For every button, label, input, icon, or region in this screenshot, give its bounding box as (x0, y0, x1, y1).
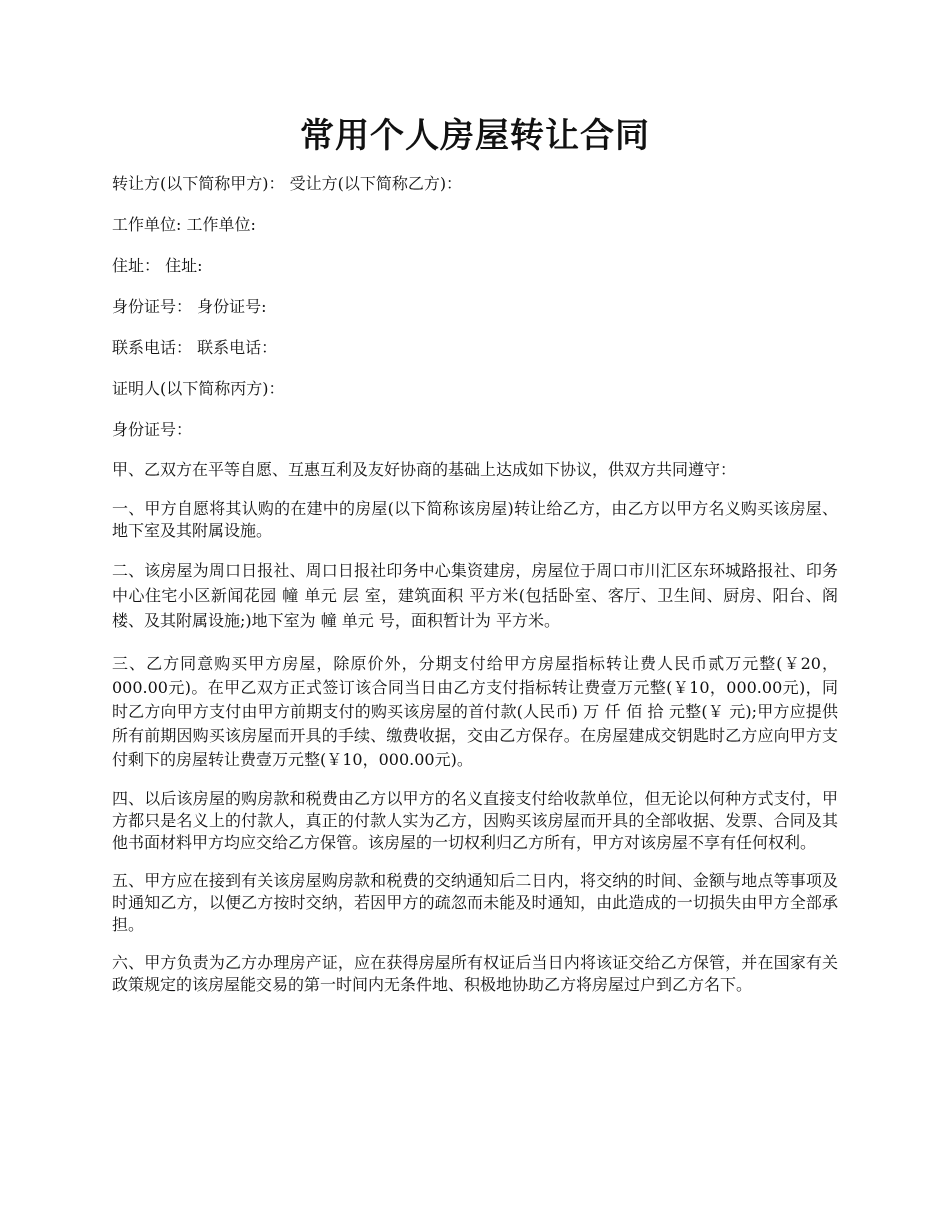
field-witness: 证明人(以下简称丙方)： (112, 379, 285, 398)
clause-2: 二、该房屋为周口日报社、周口日报社印务中心集资建房，房屋位于周口市川汇区东环城路报社、印务中心住宅小区新闻花园 幢 单元 层 室，建筑面积 平方米(包括卧室、客厅、卫生间、厨房、阳台、阁楼、及其附属设施;)地下室为 幢 单元 号，面积暂计为 平方米。 (112, 561, 838, 630)
clause-4: 四、以后该房屋的购房款和税费由乙方以甲方的名义直接支付给收款单位，但无论以何种方式支付，甲方都只是名义上的付款人，真正的付款人实为乙方，因购买该房屋而开具的全部收据、发票、合同及其他书面材料甲方均应交给乙方保管。该房屋的一切权利归乙方所有，甲方对该房屋不享有任何权利。 (112, 789, 838, 852)
clause-5: 五、甲方应在接到有关该房屋购房款和税费的交纳通知后二日内，将交纳的时间、金额与地点等事项及时通知乙方，以便乙方按时交纳，若因甲方的疏忽而未能及时通知，由此造成的一切损失由甲方全部承担。 (112, 871, 838, 934)
field-work-unit: 工作单位: 工作单位: (112, 215, 256, 234)
clause-3: 三、乙方同意购买甲方房屋，除原价外，分期支付给甲方房屋指标转让费人民币贰万元整(￥20，000.00元)。在甲乙双方正式签订该合同当日由乙方支付指标转让费壹万元整(￥10，000.00元)，同时乙方向甲方支付由甲方前期支付的购买该房屋的首付款(人民币) 万 仟 佰 拾 元整(￥ 元);甲方应提供所有前期因购买该房屋而开具的手续、缴费收据，交由乙方保存。在房屋建成交钥匙时乙方应向甲方支付剩下的房屋转让费壹万元整(￥10，000.00元)。 (112, 654, 838, 769)
intro-paragraph: 甲、乙双方在平等自愿、互惠互利及友好协商的基础上达成如下协议，供双方共同遵守： (112, 460, 737, 479)
field-witness-id: 身份证号： (112, 420, 193, 439)
party-info-section (112, 172, 838, 442)
document-title: 常用个人房屋转让合同 (300, 116, 650, 156)
field-transferor: 转让方(以下简称甲方)： 受让方(以下简称乙方)： (112, 174, 463, 193)
field-phone: 联系电话： 联系电话： (112, 338, 278, 357)
clause-1: 一、甲方自愿将其认购的在建中的房屋(以下简称该房屋)转让给乙方，由乙方以甲方名义购买该房屋、地下室及其附属设施。 (112, 499, 838, 540)
clause-6: 六、甲方负责为乙方办理房产证，应在获得房屋所有权证后当日内将该证交给乙方保管，并在国家有关政策规定的该房屋能交易的第一时间内无条件地、积极地协助乙方将房屋过户到乙方名下。 (112, 953, 838, 994)
field-address: 住址： 住址: (112, 256, 203, 275)
field-id-number: 身份证号： 身份证号: (112, 297, 267, 316)
